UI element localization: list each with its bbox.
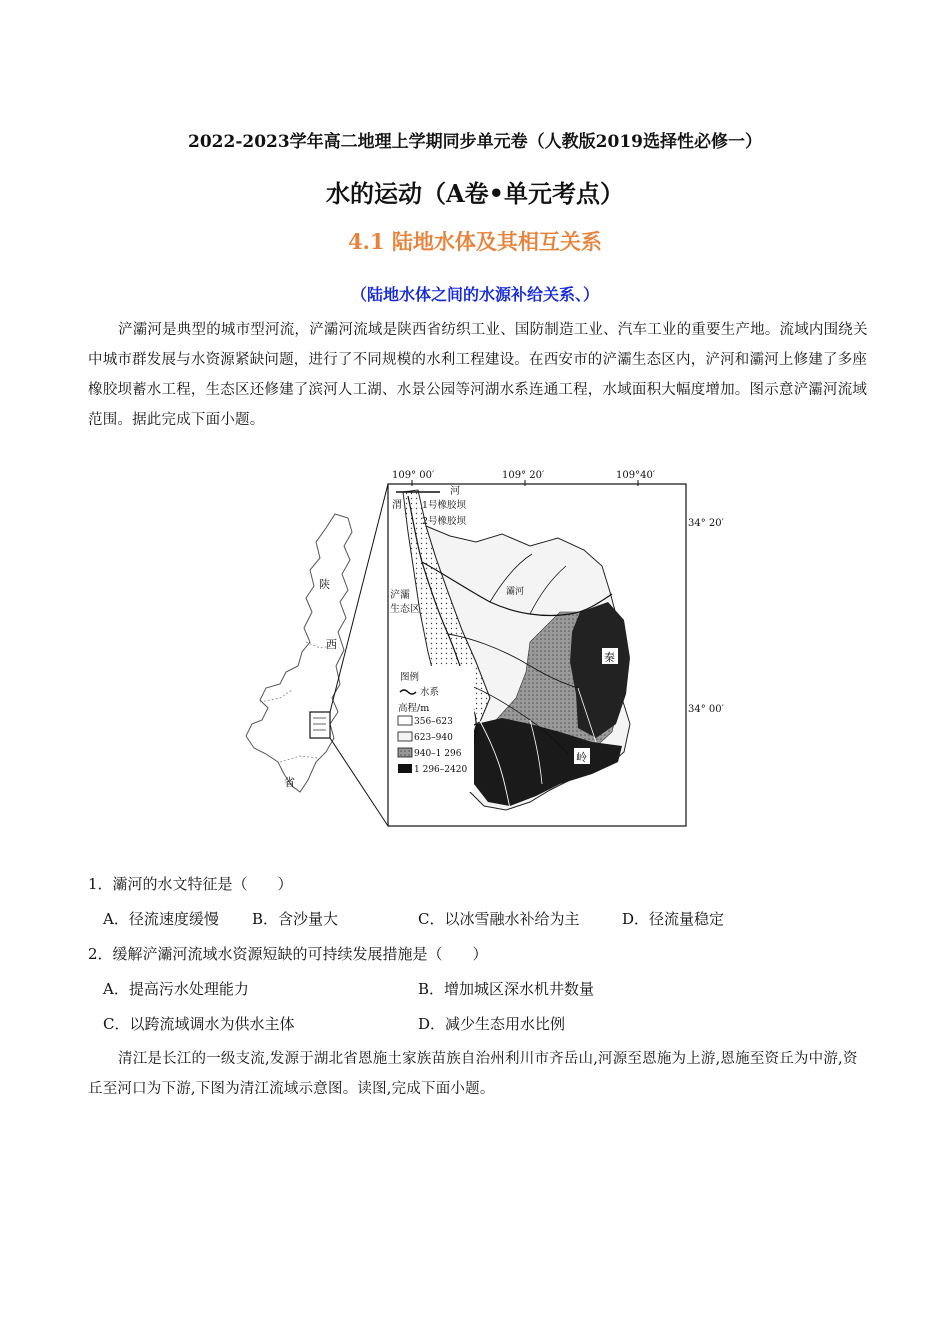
topic-subtitle: （陆地水体之间的水源补给关系、） <box>350 285 599 304</box>
lon-label-1: 109° 00′ <box>392 470 435 481</box>
series-title: 2022-2023学年高二地理上学期同步单元卷（人教版2019选择性必修一） <box>188 132 762 152</box>
passage-qingjiang: 清江是长江的一级支流,发源于湖北省恩施土家族苗族自治州利川市齐岳山,河源至恩施为上游,恩施至资丘为中游,资丘至河口为下游,下图为清江流域示意图。读图,完成下面小题。 <box>88 1051 858 1097</box>
question-1-stem: 1．灞河的水文特征是（ ） <box>88 875 293 893</box>
legend-river: 水系 <box>420 687 440 698</box>
lon-label-3: 109°40′ <box>616 470 656 481</box>
label-qin: 秦 <box>604 651 615 664</box>
legend-class-2: 623–940 <box>414 733 453 743</box>
legend-class-1: 356–623 <box>414 717 453 727</box>
label-sheng: 省 <box>284 776 295 789</box>
lat-label-2: 34° 00′ <box>688 704 724 715</box>
map-legend <box>394 666 474 792</box>
inset-locator-box <box>310 712 330 738</box>
lon-label-2: 109° 20′ <box>502 470 545 481</box>
label-eco-zone: 生态区 <box>390 604 420 615</box>
lat-label-1: 34° 20′ <box>688 518 724 529</box>
q1-option-d[interactable]: D．径流量稳定 <box>622 910 725 928</box>
label-ling: 岭 <box>576 751 587 764</box>
q2-option-b[interactable]: B．增加城区深水机井数量 <box>418 980 595 998</box>
question-2-stem: 2．缓解浐灞河流域水资源短缺的可持续发展措施是（ ） <box>88 945 488 963</box>
label-he: 河 <box>450 486 460 497</box>
q1-option-c[interactable]: C．以冰雪融水补给为主 <box>418 910 580 928</box>
q1-option-a[interactable]: A．径流速度缓慢 <box>103 910 219 928</box>
passage-chanba: 浐灞河是典型的城市型河流，浐灞河流域是陕西省纺织工业、国防制造工业、汽车工业的重要生产地。流域内围绕关中城市群发展与水资源紧缺问题，进行了不同规模的水利工程建设。在西安市的浐灞生态区内，浐河和灞河上修建了多座橡胶坝蓄水工程，生态区还修建了滨河人工湖、水景公园等河湖水系连通工程，水域面积大幅度增加。图示意浐灞河流域范围。据此完成下面小题。 <box>88 322 868 428</box>
legend-class-3: 940–1 296 <box>414 749 462 759</box>
label-chanba: 浐灞 <box>390 590 410 601</box>
label-xi: 西 <box>326 638 337 651</box>
label-dam1: 1号橡胶坝 <box>422 500 467 511</box>
label-dam2: 2号橡胶坝 <box>422 516 467 527</box>
legend-title: 图例 <box>400 672 420 683</box>
label-weihe: 渭 <box>392 500 402 511</box>
q2-option-c[interactable]: C．以跨流域调水为供水主体 <box>103 1015 295 1033</box>
q2-option-d[interactable]: D．减少生态用水比例 <box>418 1015 566 1033</box>
q2-option-a[interactable]: A．提高污水处理能力 <box>103 980 249 998</box>
legend-elev-title: 高程/m <box>398 703 430 714</box>
shaanxi-outline <box>246 514 352 792</box>
chanba-basin-map <box>240 462 724 832</box>
label-shaan: 陕 <box>319 578 330 591</box>
label-bahe: 灞河 <box>506 587 525 597</box>
legend-class-4: 1 296–2420 <box>414 765 468 775</box>
unit-title: 水的运动（A卷•单元考点） <box>326 179 624 208</box>
section-title: 4.1 陆地水体及其相互关系 <box>348 229 602 254</box>
q1-option-b[interactable]: B．含沙量大 <box>252 910 339 928</box>
